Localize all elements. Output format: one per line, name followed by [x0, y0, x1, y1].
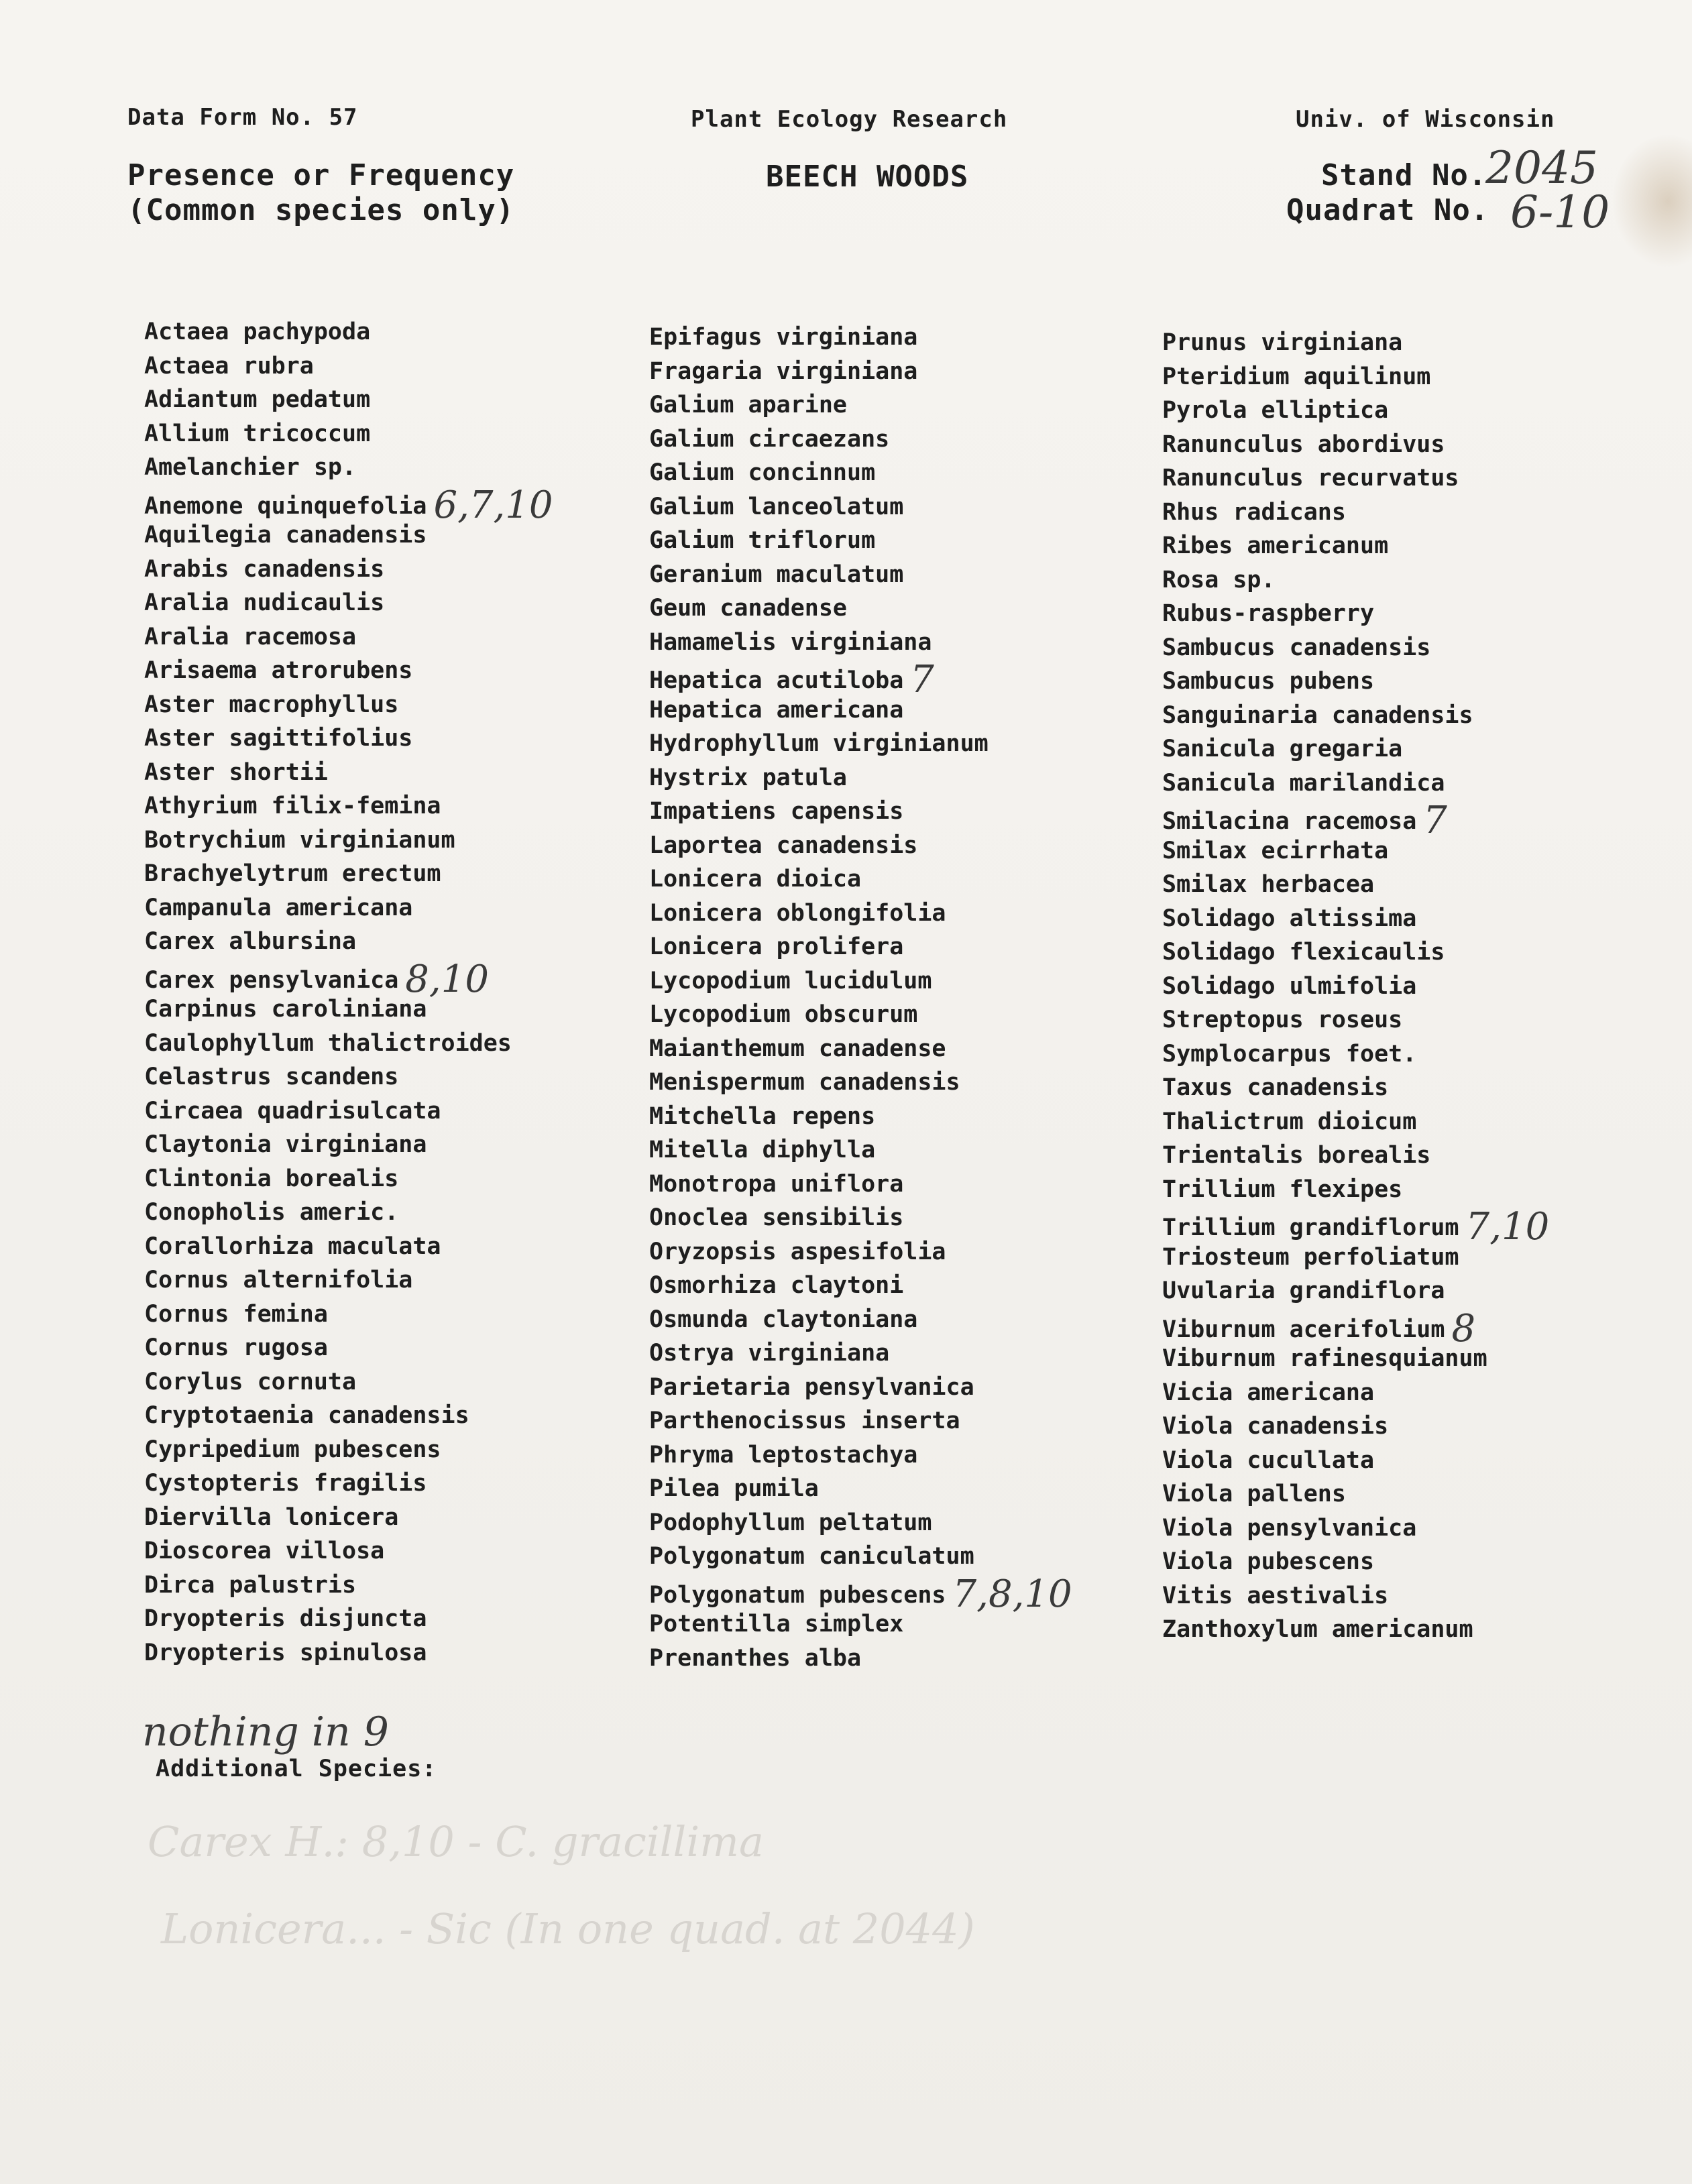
species-name: Galium triflorum	[649, 527, 876, 554]
species-item	[144, 349, 553, 384]
species-item	[144, 857, 553, 891]
species-name: Dioscorea villosa	[144, 1538, 385, 1564]
species-name: Aster shortii	[144, 758, 328, 786]
species-item	[144, 688, 553, 722]
species-name: Solidago flexicaulis	[1162, 939, 1445, 966]
species-name: Impatiens capensis	[649, 798, 904, 825]
species-name: Actaea pachypoda	[144, 319, 371, 345]
species-name: Botrychium virginianum	[144, 826, 455, 854]
species-name: Carpinus caroliniana	[144, 996, 427, 1023]
species-name: Actaea rubra	[144, 352, 314, 380]
species-item	[649, 321, 1072, 355]
species-item	[1162, 461, 1549, 496]
species-column-1	[144, 315, 553, 1670]
species-item	[1162, 1444, 1549, 1478]
species-item	[144, 1027, 553, 1061]
species-item	[1162, 631, 1549, 665]
species-item	[649, 1133, 1072, 1167]
species-name: Laportea canadensis	[649, 831, 918, 859]
species-item	[1162, 868, 1549, 902]
species-item	[144, 1263, 553, 1298]
species-name: Pteridium aquilinum	[1162, 363, 1431, 390]
species-item	[649, 1032, 1072, 1066]
species-item	[144, 620, 553, 654]
species-item	[144, 1534, 553, 1568]
species-name: Osmunda claytoniana	[649, 1306, 918, 1333]
species-name: Geranium maculatum	[649, 561, 904, 588]
species-item	[1162, 902, 1549, 936]
species-name: Cypripedium pubescens	[144, 1436, 441, 1463]
species-item	[1162, 1410, 1549, 1444]
species-item	[649, 1438, 1072, 1473]
species-name: Viburnum rafinesquianum	[1162, 1345, 1487, 1372]
species-item	[144, 553, 553, 587]
species-name: Carex albursina	[144, 928, 357, 955]
species-name: Aquilegia canadensis	[144, 522, 427, 549]
species-name: Parthenocissus inserta	[649, 1407, 960, 1434]
species-item	[144, 1196, 553, 1230]
species-item	[1162, 1511, 1549, 1546]
species-name: Pilea pumila	[649, 1475, 819, 1502]
species-item	[1162, 1545, 1549, 1579]
species-item	[1162, 665, 1549, 699]
species-item	[1162, 970, 1549, 1004]
species-item	[1162, 597, 1549, 631]
species-item	[649, 1472, 1072, 1506]
species-name: Taxus canadensis	[1162, 1074, 1389, 1101]
faint-note-line-2: Lonicera... - Sic (In one quad. at 2044)	[161, 1904, 975, 1953]
species-name: Hamamelis virginiana	[649, 628, 932, 656]
species-name: Galium lanceolatum	[649, 493, 904, 520]
species-item	[1162, 360, 1549, 394]
species-name: Uvularia grandiflora	[1162, 1277, 1445, 1304]
species-name: Sanicula gregaria	[1162, 736, 1403, 762]
species-item	[1162, 1477, 1549, 1511]
species-item	[649, 1100, 1072, 1134]
species-item	[649, 1404, 1072, 1438]
species-name: Potentilla simplex	[649, 1611, 904, 1637]
species-item	[144, 1230, 553, 1264]
species-name: Lonicera dioica	[649, 866, 862, 893]
quadrat-note: 8,10	[405, 957, 489, 1001]
species-name: Prenanthes alba	[649, 1644, 862, 1672]
species-name: Athyrium filix-femina	[144, 793, 441, 819]
species-item	[649, 897, 1072, 931]
species-item	[144, 1162, 553, 1196]
species-name: Clintonia borealis	[144, 1165, 399, 1192]
species-item	[1162, 1105, 1549, 1139]
species-item	[649, 355, 1072, 389]
species-item	[144, 1467, 553, 1501]
species-item	[1162, 1306, 1549, 1350]
species-name: Mitchella repens	[649, 1102, 876, 1130]
species-name: Menispermum canadensis	[649, 1069, 960, 1096]
species-item	[1162, 834, 1549, 868]
species-item	[649, 1269, 1072, 1303]
species-name: Allium tricoccum	[144, 420, 371, 447]
species-name: Conopholis americ.	[144, 1199, 399, 1226]
species-item	[144, 451, 553, 485]
species-name: Vicia americana	[1162, 1379, 1375, 1406]
species-name: Vitis aestivalis	[1162, 1582, 1389, 1609]
species-item	[649, 524, 1072, 558]
species-item	[649, 1607, 1072, 1642]
species-name: Smilax herbacea	[1162, 871, 1375, 898]
species-item	[144, 1128, 553, 1162]
species-item	[1162, 699, 1549, 733]
species-item	[1162, 1003, 1549, 1037]
species-item	[649, 1371, 1072, 1405]
species-item	[144, 417, 553, 451]
species-item	[144, 518, 553, 553]
species-name: Trillium flexipes	[1162, 1175, 1403, 1203]
species-item	[649, 829, 1072, 863]
species-item	[144, 1602, 553, 1636]
species-name: Prunus virginiana	[1162, 329, 1403, 356]
species-name: Arabis canadensis	[144, 555, 385, 583]
species-name: Claytonia virginiana	[144, 1131, 427, 1158]
species-item	[144, 1060, 553, 1094]
species-item	[649, 1336, 1072, 1371]
species-item	[144, 1331, 553, 1365]
species-name: Viola pubescens	[1162, 1548, 1375, 1575]
species-name: Aster sagittifolius	[144, 725, 413, 752]
university: Univ. of Wisconsin	[1296, 106, 1555, 133]
species-item	[1162, 799, 1549, 842]
species-item	[649, 761, 1072, 795]
species-name: Mitella diphylla	[649, 1137, 876, 1163]
species-name: Streptopus roseus	[1162, 1007, 1403, 1033]
species-item	[1162, 1205, 1550, 1249]
species-name: Hepatica acutiloba	[649, 667, 904, 694]
species-name: Parietaria pensylvanica	[649, 1373, 974, 1401]
presence-label: Presence or Frequency	[127, 158, 515, 192]
species-name: Smilacina racemosa	[1162, 808, 1417, 835]
common-species-label: (Common species only)	[127, 193, 515, 227]
species-item	[1162, 428, 1549, 462]
species-item	[1162, 1241, 1549, 1275]
species-item	[1162, 1173, 1549, 1207]
species-name: Ranunculus recurvatus	[1162, 465, 1459, 492]
species-item	[144, 654, 553, 688]
species-name: Lycopodium obscurum	[649, 1001, 918, 1028]
species-item	[144, 586, 553, 620]
species-item	[144, 722, 553, 756]
species-name: Phryma leptostachya	[649, 1441, 918, 1469]
species-item	[649, 1167, 1072, 1202]
species-item	[144, 1433, 553, 1467]
species-name: Podophyllum peltatum	[649, 1509, 932, 1536]
species-name: Sambucus canadensis	[1162, 634, 1431, 661]
species-name: Aster macrophyllus	[144, 691, 399, 718]
species-item	[649, 490, 1072, 524]
quadrat-note: 6,7,10	[433, 483, 553, 527]
species-item	[144, 1298, 553, 1332]
form-title: BEECH WOODS	[766, 160, 969, 194]
species-name: Trientalis borealis	[1162, 1142, 1431, 1169]
species-item	[144, 891, 553, 925]
species-name: Thalictrum dioicum	[1162, 1108, 1417, 1135]
species-name: Ostrya virginiana	[649, 1340, 890, 1367]
species-name: Corylus cornuta	[144, 1368, 357, 1395]
species-name: Ranunculus abordivus	[1162, 430, 1445, 458]
form-number: Data Form No. 57	[127, 104, 358, 131]
species-name: Oryzopsis aspesifolia	[649, 1238, 946, 1265]
species-name: Celastrus scandens	[144, 1064, 399, 1090]
species-name: Viola cucullata	[1162, 1446, 1375, 1474]
species-name: Brachyelytrum erectum	[144, 860, 441, 887]
species-item	[649, 795, 1072, 829]
species-name: Diervilla lonicera	[144, 1503, 399, 1531]
species-column-2	[649, 321, 1072, 1675]
species-item	[1162, 1376, 1549, 1410]
species-name: Dryopteris disjuncta	[144, 1605, 427, 1632]
species-item	[649, 727, 1072, 761]
species-item	[144, 1568, 553, 1603]
species-item	[1162, 1139, 1549, 1173]
species-name: Dryopteris spinulosa	[144, 1639, 427, 1666]
species-item	[649, 862, 1072, 897]
species-name: Fragaria virginiana	[649, 357, 918, 385]
species-name: Sanguinaria canadensis	[1162, 701, 1473, 729]
species-item	[144, 1399, 553, 1433]
species-item	[144, 789, 553, 823]
species-item	[649, 1235, 1072, 1269]
species-item	[144, 925, 553, 959]
species-name: Geum canadense	[649, 595, 848, 622]
species-item	[649, 693, 1072, 728]
species-item	[144, 1636, 553, 1670]
species-item	[649, 388, 1072, 422]
species-item	[144, 823, 553, 858]
organization: Plant Ecology Research	[691, 106, 1008, 133]
species-column-3	[1162, 326, 1549, 1647]
species-name: Rhus radicans	[1162, 498, 1346, 526]
species-name: Carex pensylvanica	[144, 966, 399, 994]
species-name: Rosa sp.	[1162, 566, 1276, 593]
species-item	[649, 1201, 1072, 1235]
species-name: Anemone quinquefolia	[144, 492, 427, 520]
species-name: Trillium grandiflorum	[1162, 1214, 1459, 1241]
species-item	[649, 591, 1072, 626]
species-name: Aralia nudicaulis	[144, 589, 385, 616]
species-name: Lycopodium lucidulum	[649, 967, 932, 994]
species-name: Maianthemum canadense	[649, 1035, 946, 1062]
species-name: Adiantum pedatum	[144, 386, 371, 413]
species-name: Pyrola elliptica	[1162, 397, 1389, 424]
species-name: Ribes americanum	[1162, 532, 1389, 559]
species-item	[649, 658, 1072, 701]
species-item	[649, 1506, 1072, 1540]
species-item	[649, 1303, 1072, 1337]
species-item	[1162, 563, 1549, 597]
species-name: Smilax ecirrhata	[1162, 837, 1389, 864]
quadrat-note: 8	[1451, 1306, 1476, 1350]
stand-value: 2045	[1485, 142, 1598, 194]
species-item	[144, 1501, 553, 1535]
species-item	[1162, 1579, 1549, 1613]
species-item	[1162, 529, 1549, 563]
species-name: Osmorhiza claytoni	[649, 1272, 904, 1299]
species-name: Cornus alternifolia	[144, 1267, 413, 1294]
species-item	[649, 964, 1072, 998]
species-name: Triosteum perfoliatum	[1162, 1243, 1459, 1271]
species-item	[144, 1094, 553, 1129]
species-name: Galium circaezans	[649, 425, 890, 453]
quadrat-value: 6-10	[1510, 186, 1610, 238]
species-name: Circaea quadrisulcata	[144, 1097, 441, 1125]
species-item	[144, 1365, 553, 1399]
species-name: Polygonatum pubescens	[649, 1581, 946, 1609]
species-name: Galium concinnum	[649, 459, 876, 486]
species-name: Monotropa uniflora	[649, 1170, 904, 1198]
species-name: Lonicera oblongifolia	[649, 899, 946, 927]
species-name: Sambucus pubens	[1162, 668, 1375, 695]
species-name: Solidago altissima	[1162, 905, 1417, 932]
species-item	[649, 1642, 1072, 1676]
species-item	[1162, 732, 1549, 766]
quadrat-note: 7,8,10	[952, 1572, 1072, 1616]
species-name: Hydrophyllum virginianum	[649, 730, 989, 757]
species-name: Polygonatum caniculatum	[649, 1543, 974, 1570]
species-name: Cornus femina	[144, 1300, 328, 1328]
species-name: Hepatica americana	[649, 696, 904, 724]
species-item	[1162, 394, 1549, 428]
species-item	[1162, 935, 1549, 970]
quadrat-note: 7	[910, 658, 934, 701]
species-name: Epifagus virginiana	[649, 324, 918, 351]
species-item	[1162, 1071, 1549, 1105]
species-item	[1162, 1613, 1549, 1647]
additional-species-label: Additional Species:	[156, 1756, 437, 1782]
paper-stain	[1612, 134, 1692, 268]
quadrat-label: Quadrat No.	[1286, 193, 1489, 227]
species-item	[144, 383, 553, 417]
species-item	[1162, 766, 1549, 801]
quadrat-note: 7,10	[1465, 1205, 1550, 1249]
species-name: Cryptotaenia canadensis	[144, 1402, 469, 1429]
species-name: Solidago ulmifolia	[1162, 972, 1417, 1000]
species-item	[649, 998, 1072, 1032]
species-name: Corallorhiza maculata	[144, 1232, 441, 1260]
species-name: Onoclea sensibilis	[649, 1204, 904, 1231]
species-name: Hystrix patula	[649, 764, 848, 791]
species-name: Symplocarpus foet.	[1162, 1040, 1417, 1068]
species-name: Amelanchier sp.	[144, 454, 357, 481]
species-name: Viola canadensis	[1162, 1413, 1389, 1440]
species-name: Viburnum acerifolium	[1162, 1316, 1445, 1343]
species-item	[144, 756, 553, 790]
species-item	[649, 626, 1072, 660]
species-name: Sanicula marilandica	[1162, 769, 1445, 797]
species-item	[649, 1572, 1072, 1616]
species-name: Zanthoxylum americanum	[1162, 1616, 1473, 1643]
species-item	[144, 992, 553, 1027]
species-item	[1162, 1342, 1549, 1376]
species-name: Cystopteris fragilis	[144, 1470, 427, 1497]
species-item	[144, 315, 553, 349]
stand-label: Stand No.	[1321, 158, 1487, 192]
species-name: Cornus rugosa	[144, 1334, 328, 1361]
species-item	[649, 1540, 1072, 1574]
quadrat-note: 7	[1423, 799, 1447, 842]
species-item	[649, 1066, 1072, 1100]
species-item	[144, 957, 553, 1001]
faint-note-line-1: Carex H.: 8,10 - C. gracillima	[148, 1817, 764, 1866]
species-name: Campanula americana	[144, 894, 413, 921]
species-item	[649, 558, 1072, 592]
species-name: Arisaema atrorubens	[144, 657, 413, 684]
species-name: Viola pallens	[1162, 1481, 1346, 1507]
species-item	[1162, 326, 1549, 360]
species-name: Galium aparine	[649, 392, 848, 418]
species-item	[1162, 1274, 1549, 1308]
species-item	[1162, 496, 1549, 530]
species-item	[649, 456, 1072, 490]
species-name: Lonicera prolifera	[649, 933, 904, 960]
handwritten-nothing-note: nothing in 9	[142, 1709, 389, 1756]
species-item	[1162, 1037, 1549, 1072]
species-item	[649, 422, 1072, 457]
species-name: Viola pensylvanica	[1162, 1514, 1417, 1542]
species-name: Aralia racemosa	[144, 623, 357, 650]
species-name: Dirca palustris	[144, 1571, 357, 1599]
species-name: Caulophyllum thalictroides	[144, 1029, 512, 1057]
species-item	[144, 483, 553, 527]
species-name: Rubus-raspberry	[1162, 600, 1375, 627]
species-item	[649, 930, 1072, 964]
